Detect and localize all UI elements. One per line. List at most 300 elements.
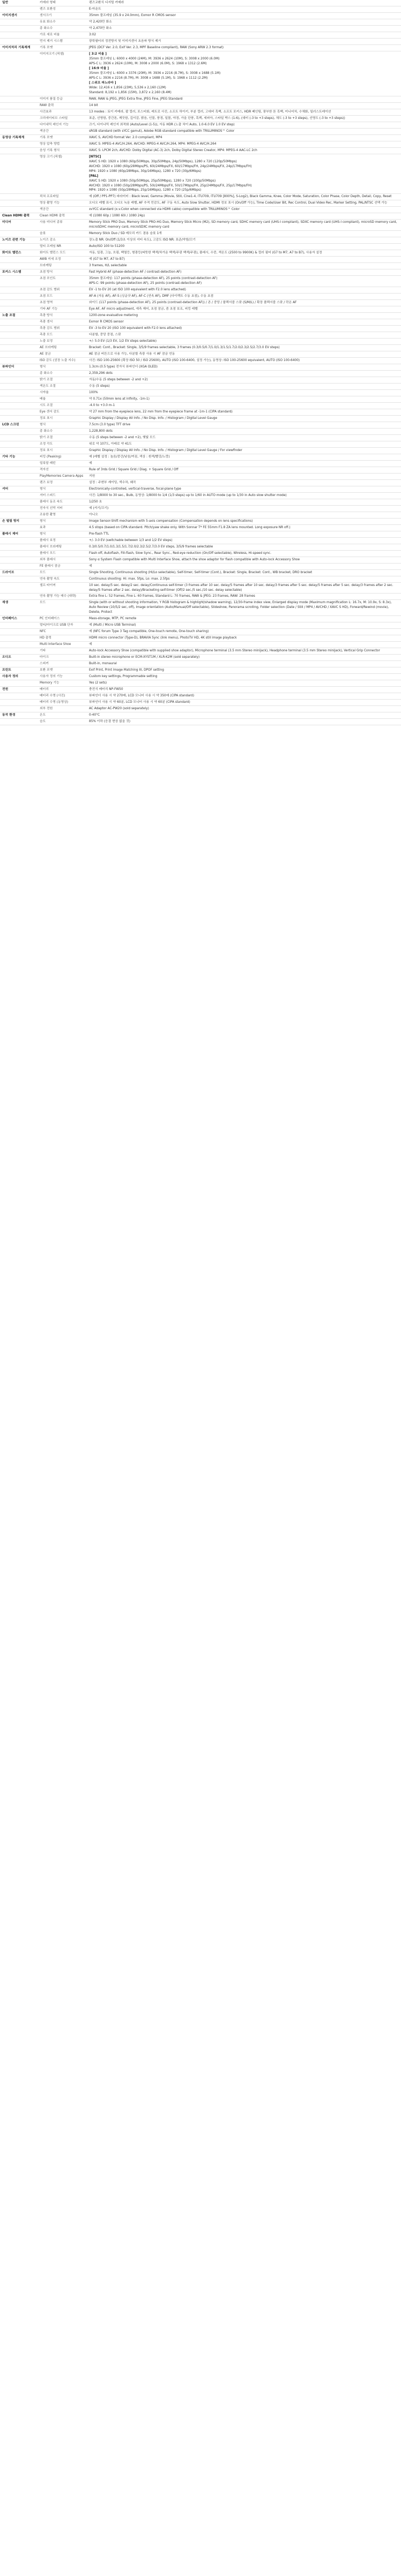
spec-value-line: 와이드 (117 points (phase-detection AF), 25 points (contrast-detection AF)) / 존 / 중앙 / 플렉서블 스팟 (S/M/L) / 확장 플렉서블 스팟 / 락온 AF [89,301,297,305]
spec-section-label [0,147,38,154]
spec-item-value [87,428,401,434]
spec-value-line: 아니오 [89,513,98,516]
spec-row [0,263,401,269]
spec-value-line: 위로 약 107도, 아래로 약 41도 [89,442,132,446]
spec-item-label: 사용자 정의 기능 [38,674,87,680]
spec-row [0,200,401,207]
spec-value-line: 예 [89,564,92,568]
spec-value-line: sRGB standard (with sYCC gamut), Adobe RGB standard compatible with TRILUMINOS™ Color [89,129,235,133]
spec-item-value [87,300,401,306]
spec-item-value [87,102,401,109]
spec-item-value [87,263,401,269]
spec-item-label: 유효 화소수 [38,19,87,25]
spec-item-value [87,134,401,141]
spec-section-label: 오디오 [0,655,38,661]
spec-value-line: [PAL] [89,174,99,178]
spec-row [0,648,401,655]
spec-value-line: 예 [89,643,92,647]
spec-value-line: AVCHD: 1920 x 1080 (50p/28Mbps/PS, 50i/24Mbps/FX, 50i/17Mbps/FH, 25p/24Mbps/FX, 25p/17Mbps/FH) [89,184,252,187]
spec-item-value [87,396,401,402]
spec-item-value [87,200,401,207]
spec-item-value [87,128,401,134]
spec-value-line: 13 modes : 토이 카메라, 팝 컬러, 포스터화, 레트로 사진, 소프트 하이키, 부분 컬러, 고대비 흑백, 소프트 포커스, HDR 페인팅, 풍부한 톤 흑백, 미니어처, 수채화, 일러스트레이션 [89,110,331,114]
spec-value-line: 3:02 [89,33,96,36]
spec-section-label [0,300,38,306]
spec-item-label: 초점 모드 [38,294,87,300]
spec-item-label: ISO 감도 (권장 노출 지수) [38,358,87,364]
spec-item-value [87,706,401,712]
spec-value-line: 뷰파인더 사용 시 약 270매, LCD 모니터 사용 시 약 350매 (CIPA standard) [89,694,195,698]
spec-value-line: AVCHD: 1920 x 1080 (60p/28Mbps/PS, 60i/24Mbps/FX, 60i/17Mbps/FH, 24p/24Mbps/FX, 24p/17Mbps/FH) [89,164,252,168]
spec-row [0,377,401,384]
spec-section-label: 전원 [0,687,38,693]
spec-item-value [87,51,401,96]
spec-value-line: 35mm 풀프레임 (35.9 x 24.0mm), Exmor R CMOS sensor [89,13,176,17]
spec-value-line: Image Sensor-Shift mechanism with 5-axis compensation (Compensation depends on lens specifications) [89,519,253,523]
spec-section-label [0,537,38,544]
spec-item-label: 플래시 동조 속도 [38,499,87,505]
spec-item-label: 배터리 [38,687,87,693]
spec-row [0,674,401,680]
spec-value-line: 예 (레벨 설정 : 높음/중간/낮음/꺼짐, 색상 : 흰색/빨강/노랑) [89,455,170,459]
spec-item-value [87,122,401,128]
spec-value-line: 뷰파인더 사용 시 약 60분, LCD 모니터 사용 시 약 60분 (CIPA standard) [89,701,190,704]
spec-section-label [0,544,38,550]
spec-item-value [87,648,401,655]
spec-value-line: [NTSC] [89,155,101,159]
spec-item-value [87,332,401,339]
spec-row [0,422,401,428]
spec-value-line: Sony α System Flash compatible with Multi Interface Shoe, attach the shoe adaptor for flash compatible with Auto-lock Accessory Shoe [89,558,300,561]
spec-section-label [0,38,38,44]
spec-item-value [87,351,401,358]
spec-row [0,220,401,231]
spec-item-value [87,339,401,345]
spec-item-label: 배터리 수명 (사진) [38,693,87,700]
spec-row [0,499,401,505]
spec-item-label: 외부 플래시 [38,557,87,563]
spec-row [0,629,401,635]
spec-item-label: 기타 [38,648,87,655]
spec-item-value [87,38,401,44]
spec-section-label [0,719,38,725]
spec-item-label: 정보 표시 [38,415,87,422]
spec-section-label [0,384,38,390]
spec-value-line: AE 잠금 버튼으로 사용 가능, 다분할 측광 사용 시 AF 잠금 연동 [89,352,175,356]
spec-value-line: Built-in stereo microphone or ECM-XYST1M / XLR-K2M (sold separately) [89,656,200,659]
spec-item-label: 온도 [38,712,87,719]
spec-section-label [0,96,38,102]
spec-row [0,32,401,38]
spec-item-value [87,19,401,25]
spec-row [0,402,401,409]
spec-value-line: 다분할, 중앙 중점, 스팟 [89,333,121,337]
spec-row [0,339,401,345]
spec-item-value [87,557,401,563]
spec-section-label [0,693,38,700]
spec-value-line: 끄기, 다이나믹 레인지 최적화 (Auto/Level (1-5)), 자동 HDR (노출 차이 Auto, 1.0-6.0 EV 1.0 EV step) [89,123,235,126]
spec-row [0,447,401,454]
spec-item-value [87,371,401,377]
spec-item-label: 연속 촬영 속도 [38,576,87,582]
spec-item-label: 얼룩말 패턴 [38,460,87,467]
spec-item-label: 색온도 조절 [38,384,87,390]
spec-value-line: Electronically-controlled, vertical-traverse, focal-plane type [89,487,181,491]
spec-item-value [87,44,401,51]
spec-item-value [87,544,401,550]
spec-item-label: 연속 촬영 가능 매수 (대략) [38,594,87,600]
spec-item-value [87,345,401,351]
spec-value-line: 예 (NFC forum Type 3 Tag compatible, One-touch remote, One-touch sharing) [89,630,209,634]
spec-item-value [87,422,401,428]
spec-row [0,693,401,700]
spec-section-label [0,563,38,569]
spec-section-label [0,51,38,96]
spec-row [0,384,401,390]
spec-item-label: 격자선 [38,467,87,473]
spec-row [0,409,401,415]
spec-item-value [87,415,401,422]
spec-value-line: Exif Print, Print Image Matching III, DPOF setting [89,669,164,672]
spec-item-value [87,569,401,576]
spec-row [0,655,401,661]
spec-row [0,396,401,402]
spec-item-value [87,622,401,629]
spec-item-value [87,409,401,415]
spec-value-line: 1/250 초 [89,500,102,504]
spec-section-label [0,492,38,499]
spec-value-line: 약 2,470만 화소 [89,26,112,30]
spec-row [0,231,401,237]
spec-item-value [87,499,401,505]
spec-section-label [0,642,38,648]
spec-value-line: 10 sec. delay/5 sec. delay/2 sec. delay/Continuous self-timer (3 frames after 10 sec. delay/5 frames after 10 sec. delay/3 frames after 5 sec. delay/5 frames after 5 sec. delay/3 frames after 2 sec. delay/5 frames after 2 sec. delay)/Bracketing self-timer (Off/2 sec./5 sec./10 sec. delay selectable) [89,583,393,592]
spec-section-label: 인터페이스 [0,616,38,622]
spec-value-line: 지원 [89,474,95,478]
spec-row [0,154,401,194]
spec-row [0,622,401,629]
spec-value-line: 수동 (5 steps between -2 and +2), 햇빛 모드 [89,435,156,439]
spec-value-line: 오디오 레벨 표시, 오디오 녹음 레벨, AF 추적 민감도, AF 구동 속도, Auto Slow Shutter, HDMI 정보 표시 (On/Off 가능), Time Code/User Bit, Rec Control, Dual Video Rec, Marker Setting, PAL/NTSC 선택 가능 [89,201,388,205]
spec-section-label: 일반 [0,0,38,6]
spec-row [0,434,401,441]
spec-item-value [87,667,401,674]
spec-row [0,25,401,32]
spec-row [0,616,401,622]
spec-section-label [0,154,38,194]
spec-value-line: Built-in, monaural [89,662,117,666]
spec-item-value [87,492,401,499]
spec-section-label [0,351,38,358]
spec-row [0,576,401,582]
spec-value-line: Wide: 12,416 x 1,856 (23M), 5,536 x 2,160 (12M) [89,86,166,89]
spec-section-label [0,409,38,415]
spec-value-line: Pre-flash TTL [89,532,109,536]
spec-item-label: AE 잠금 [38,351,87,358]
spec-value-line: APS-C L: 3936 x 2216 (8.7M), M: 3008 x 1688 (5.1M), S: 1968 x 1112 (2.2M) [89,76,208,80]
spec-row [0,134,401,141]
spec-item-label: 조용한 촬영 [38,512,87,518]
spec-section-label [0,128,38,134]
spec-item-value [87,693,401,700]
spec-item-value [87,402,401,409]
spec-value-line: EV -3 to EV 20 (ISO 100 equivalent with F2.0 lens attached) [89,327,182,331]
spec-section-label: 사용자 정의 [0,674,38,680]
spec-value-line: JPEG (DCF Ver. 2.0, Exif Ver. 2.3, MPF Baseline compliant), RAW (Sony ARW 2.3 format) [89,46,224,49]
spec-section-label [0,557,38,563]
spec-item-label: Memory 기능 [38,680,87,687]
spec-section-label [0,434,38,441]
spec-value-line: Continuous shooting: Hi: max. 5fps, Lo: max. 2.5fps [89,577,170,581]
spec-section-label [0,200,38,207]
spec-item-value [87,616,401,622]
spec-item-label: 렌즈 호환성 [38,6,87,12]
spec-item-label: 영상 압축 방법 [38,141,87,147]
spec-section-label [0,428,38,434]
spec-section-label [0,345,38,351]
spec-value-line: XAVC S: LPCM 2ch, AVCHD: Dolby Digital (AC-3) 2ch, Dolby Digital Stereo Creator, MP4: MPEG-4 AAC-LC 2ch [89,148,257,152]
spec-item-value [87,655,401,661]
spec-row [0,706,401,712]
spec-item-value [87,479,401,486]
spec-item-label: 정보 표시 [38,447,87,454]
spec-row [0,428,401,434]
spec-value-line: 예 (켜기/끄기) [89,506,109,510]
spec-value-line: MP4: 1920 x 1080 (50p/28Mbps, 25p/16Mbps), 1280 x 720 (25p/6Mbps) [89,189,202,192]
spec-item-value [87,687,401,693]
spec-item-value [87,250,401,257]
spec-row [0,213,401,220]
spec-value-line: EV -1 to EV 20 (at ISO 100 equivalent with F2.0 lens attached) [89,288,186,292]
spec-item-value [87,96,401,102]
spec-section-label [0,661,38,667]
spec-item-label: 측광 감도 범위 [38,326,87,332]
spec-value-line: HDMI micro connector (Type-D), BRAVIA Sync (link menu), PhotoTV HD, 4K still image playback [89,636,237,640]
spec-section-label: 프린트 [0,667,38,674]
spec-value-line: 예 (Off / PP1-PP7) 파라미터 : Black level, Gamma (Movie, Still, Cine1-4, ITU709, ITU709 [800%], S-Log2), Black Gamma, Knee, Color Mode, Saturation, Color Phase, Color Depth, Detail, Copy, Reset [89,195,392,199]
spec-item-value [87,563,401,569]
spec-item-value [87,154,401,194]
spec-item-label: 픽쳐 프로파일 [38,194,87,200]
spec-item-label: 셔터 스피드 [38,492,87,499]
spec-section-label [0,473,38,479]
spec-row [0,0,401,6]
spec-section-label [0,706,38,712]
spec-item-label: NFC [38,629,87,635]
spec-value-line: APS-C: 99 points (phase-detection AF), 25 points (contrast-detection AF) [89,282,202,286]
spec-item-value [87,642,401,648]
spec-item-value [87,12,401,19]
spec-item-label: 총 화소수 [38,25,87,32]
spec-row [0,667,401,674]
spec-value-line: [ 3:2 비율 ] [89,52,107,56]
spec-row [0,319,401,326]
spec-item-label: 색공간 [38,128,87,134]
spec-row [0,680,401,687]
spec-item-label: 시도 조절 [38,402,87,409]
spec-section-label [0,512,38,518]
spec-section-label [0,402,38,409]
spec-section-label [0,467,38,473]
spec-value-line: Graphic Display / Display All Info. / No Disp. Info. / Histogram / Digital Level Gauge / For viewfinder [89,448,242,452]
spec-item-value [87,505,401,512]
spec-value-line: RAW, RAW & JPEG, JPEG Extra fine, JPEG Fine, JPEG Standard [89,97,183,101]
spec-section-label [0,6,38,12]
spec-section-label [0,122,38,128]
spec-section-label: 동영상 기록체계 [0,134,38,141]
spec-item-value [87,550,401,557]
spec-row [0,300,401,306]
spec-item-value [87,486,401,492]
spec-row [0,661,401,667]
spec-item-label: 노이즈 감소 [38,237,87,244]
spec-section-label: 이미지센서 [0,12,38,19]
spec-item-label: 멀티 프레임 NR [38,244,87,250]
spec-row [0,237,401,244]
spec-item-label: 브라케팅 [38,263,87,269]
spec-item-value [87,518,401,524]
spec-row [0,244,401,250]
spec-section-label [0,339,38,345]
spec-item-label: HD 출력 [38,635,87,642]
spec-row [0,473,401,479]
spec-item-label: Clean HDMI 출력 [38,213,87,220]
spec-item-label: Eye 센서 감도 [38,409,87,415]
spec-row [0,389,401,396]
spec-section-label [0,326,38,332]
spec-item-label: 측광 모드 [38,332,87,339]
spec-item-label: 피킹 (Peaking) [38,454,87,460]
spec-section-label: 재생 [0,600,38,616]
spec-value-line: Auto-lock Accessory Shoe (compatible with supplied shoe adaptor), Microphone terminal (3.5 mm Stereo minijack), Headphone terminal (3.5 mm Stereo minijack), Vertical Grip Connector [89,649,380,653]
spec-row [0,537,401,544]
spec-item-label: 측광 방식 [38,313,87,319]
spec-section-label [0,550,38,557]
spec-value-line: +/- 5.0 EV (1/3 EV, 1/2 EV steps selectable) [89,340,157,343]
spec-item-label: 기록 포맷 [38,134,87,141]
spec-value-line: 100% [89,390,98,394]
spec-section-label [0,648,38,655]
spec-value-line: [ 스위프 파노라마 ] [89,81,116,85]
spec-section-label: 플래시 제어 [0,531,38,537]
spec-value-line: 1.3cm (0.5 type) 전자식 뷰파인더 (XGA OLED) [89,365,158,369]
spec-row [0,454,401,460]
spec-item-label: 카메라 형태 [38,0,87,6]
spec-section-label [0,396,38,402]
spec-item-value [87,306,401,313]
spec-section-label: 동작 환경 [0,712,38,719]
spec-table-body [0,0,401,725]
spec-item-value [87,276,401,287]
spec-row [0,569,401,576]
spec-value-line: Custom key settings, Programmable setting [89,675,158,679]
spec-section-label [0,582,38,594]
spec-item-value [87,32,401,38]
spec-value-line: 85% 이하 (응결 현상 없을 것) [89,720,131,724]
spec-row [0,345,401,351]
spec-item-value [87,537,401,544]
spec-value-line: XAVC S, AVCHD format Ver. 2.0 compliant, MP4 [89,136,162,139]
spec-section-label [0,294,38,300]
spec-row [0,12,401,19]
spec-section-label [0,389,38,396]
spec-item-value [87,194,401,200]
spec-value-line: 0-40°C [89,714,100,717]
spec-row [0,371,401,377]
spec-row [0,687,401,693]
spec-value-line: 예 [89,461,92,465]
spec-item-label: 조정 각도 [38,441,87,447]
spec-row [0,467,401,473]
spec-item-label: 스피커 [38,661,87,667]
spec-value-line: Single (with or without shooting information, Y RGB histogram & highlight/shadow warning), 12/30-frame index view, Enlarged display mode (Maximum magnification L: 16.7x, M: 10.9x, S: 8.3x), Auto Review (10/5/2 sec, off), Image orientation (Auto/Manual/Off selectable), Slideshow, Panorama scrolling, Folder selection (Date / Still / MP4 / AVCHD / XAVC S HD), Forward/Rewind (movie), Delete, Protect [89,601,392,614]
spec-row [0,306,401,313]
spec-value-line: AF-A (자동 AF), AF-S (싱글샷 AF), AF-C (연속 AF), DMF (다이렉트 수동 초점), 수동 초점 [89,295,214,298]
spec-row [0,582,401,594]
spec-section-label: Clean HDMI 출력 [0,213,38,220]
spec-item-label: 플래시 모드 [38,550,87,557]
spec-row [0,512,401,518]
spec-section-label [0,306,38,313]
spec-item-value [87,319,401,326]
spec-row [0,287,401,294]
spec-item-label: 형식 [38,531,87,537]
spec-row [0,635,401,642]
spec-item-value [87,434,401,441]
spec-value-line: 자동, 일광, 그늘, 흐림, 백열등, 형광등(따뜻한 백색/차가운 백색/주광 백색/주광), 플래시, 수중, 색온도 (2500 to 9900K) & 컬러 필터 (G7 to M7, A7 to B7), 사용자 설정 [89,251,322,255]
spec-row [0,44,401,51]
spec-section-label: 노출 조절 [0,313,38,319]
spec-value-line: 약 27 mm from the eyepiece lens, 22 mm from the eyepiece frame at -1m-1 (CIPA standard) [89,410,233,414]
spec-item-label: 초점 감도 범위 [38,287,87,294]
spec-row [0,550,401,557]
spec-section-label [0,447,38,454]
spec-item-label: 셀프 타이머 [38,582,87,594]
spec-item-value [87,680,401,687]
spec-item-value [87,719,401,725]
spec-item-value [87,512,401,518]
spec-item-label: AWB 미세 조정 [38,257,87,263]
spec-item-value [87,269,401,276]
spec-item-label: 초점 영역 [38,300,87,306]
spec-section-label [0,109,38,115]
spec-section-label: 손 떨림 방지 [0,518,38,524]
spec-section-label: 드라이브 [0,569,38,576]
spec-item-label: 사진효과 [38,109,87,115]
spec-item-value [87,629,401,635]
spec-item-label: 초점 포인트 [38,276,87,287]
spec-value-line: Exmor R CMOS sensor [89,320,124,324]
spec-item-value [87,576,401,582]
spec-value-line: 사진: ISO 100-25600 (확장 ISO 50 / ISO 25600), AUTO (ISO 100-6400, 설정 가능), 동영상: ISO 100-25600 equivalent, AUTO (ISO 100-6400) [89,359,300,363]
spec-row [0,700,401,706]
spec-table [0,0,401,725]
spec-section-label [0,700,38,706]
spec-section-label [0,102,38,109]
spec-item-label: FE 플래시 잠금 [38,563,87,569]
spec-value-line: 약 0.71x (50mm lens at infinity, -1m-1) [89,397,150,401]
spec-value-line: 예 (1080 60p / 1080 60i / 1080 24p) [89,214,145,218]
spec-value-line: 렌즈교환식 디지털 카메라 [89,1,124,4]
spec-row [0,351,401,358]
spec-item-label: 기타 AF 기능 [38,306,87,313]
spec-row [0,486,401,492]
spec-value-line: [ 16:9 비율 ] [89,66,109,70]
spec-item-label: 모드 [38,569,87,576]
spec-item-label: RAW 출력 [38,102,87,109]
spec-row [0,313,401,319]
spec-item-value [87,257,401,263]
